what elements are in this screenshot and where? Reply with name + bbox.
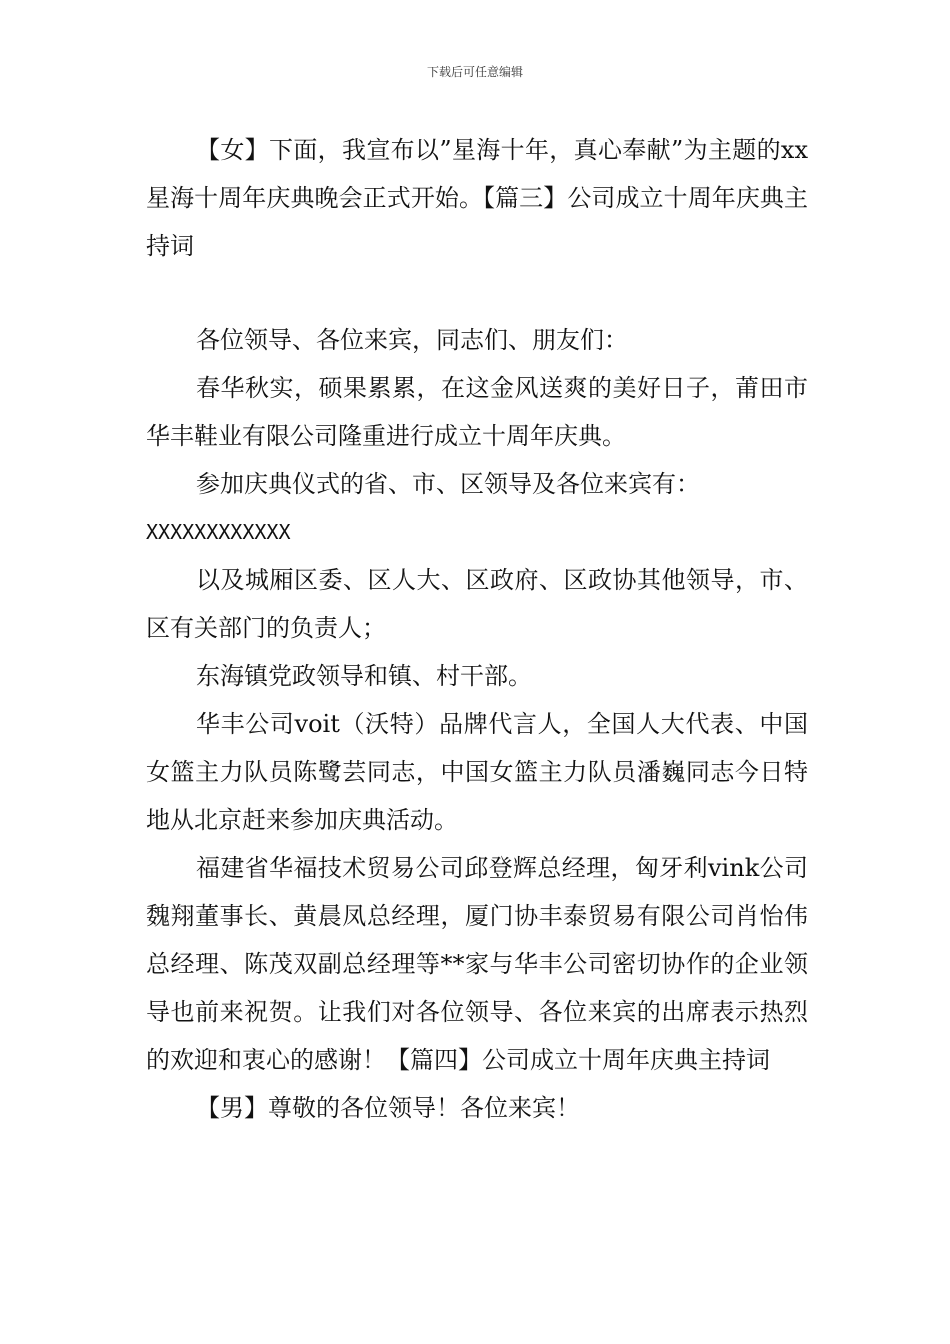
page-header: 下载后可任意编辑 bbox=[426, 65, 523, 79]
paragraph-guest-placeholder: XXXXXXXXXXXX bbox=[146, 520, 291, 544]
paragraph-male-host: 【男】尊敬的各位领导！各位来宾！ bbox=[196, 1094, 580, 1122]
paragraph-greeting: 各位领导、各位来宾，同志们、朋友们： bbox=[196, 326, 628, 354]
paragraph-guests-intro: 参加庆典仪式的省、市、区领导及各位来宾有： bbox=[196, 470, 700, 498]
paragraph-partners: 福建省华福技术贸易公司邱登辉总经理，匈牙利vink公司魏翔董事长、黄晨凤总经理，厦门协丰泰贸易有限公司肖怡伟总经理、陈茂双副总经理等**家与华丰公司密切协作的企业领导也前来祝贺。让我们对各位领导、各位来宾的出席表示热烈的欢迎和衷心的感谢！【篇四】公司成立十周年庆典主持词 bbox=[146, 854, 808, 1074]
paragraph-spokesperson: 华丰公司voit（沃特）品牌代言人，全国人大代表、中国女篮主力队员陈鹭芸同志，中国女篮主力队员潘巍同志今日特地从北京赶来参加庆典活动。 bbox=[146, 710, 808, 834]
paragraph-opening: 【女】下面，我宣布以”星海十年，真心奉献”为主题的xx星海十周年庆典晚会正式开始。【篇三】公司成立十周年庆典主持词 bbox=[146, 136, 808, 260]
paragraph-celebration: 春华秋实，硕果累累，在这金风送爽的美好日子，莆田市华丰鞋业有限公司隆重进行成立十周年庆典。 bbox=[146, 374, 808, 450]
paragraph-town-leaders: 东海镇党政领导和镇、村干部。 bbox=[196, 662, 532, 690]
paragraph-district-leaders: 以及城厢区委、区人大、区政府、区政协其他领导，市、区有关部门的负责人； bbox=[146, 566, 808, 642]
paragraph-gap bbox=[146, 270, 808, 316]
document-body bbox=[146, 126, 808, 1132]
